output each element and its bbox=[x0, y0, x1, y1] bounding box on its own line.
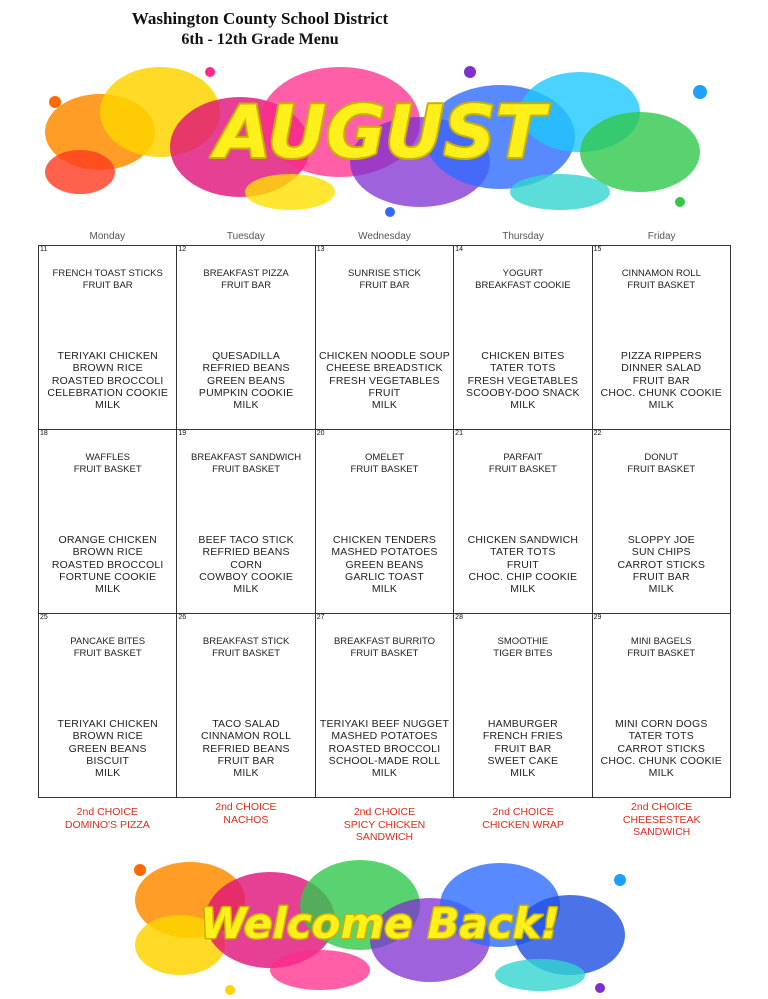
second-choice-wednesday: 2nd CHOICE SPICY CHICKEN SANDWICH bbox=[343, 806, 426, 843]
lunch-items: TERIYAKI CHICKEN BROWN RICE ROASTED BROCCOLI CELEBRATION COOKIE MILK bbox=[47, 350, 169, 412]
breakfast-items: FRENCH TOAST STICKS FRUIT BAR bbox=[52, 268, 163, 291]
lunch-items: HAMBURGER FRENCH FRIES FRUIT BAR SWEET CAKE MILK bbox=[482, 718, 563, 780]
day-number: 13 bbox=[316, 246, 325, 253]
paint-splash-art bbox=[40, 52, 720, 222]
week-row bbox=[39, 430, 731, 614]
breakfast-items: SMOOTHIE TIGER BITES bbox=[493, 636, 553, 659]
day-number: 18 bbox=[40, 430, 48, 437]
breakfast-items: YOGURT BREAKFAST COOKIE bbox=[475, 268, 571, 291]
day-cell bbox=[315, 246, 453, 430]
menu-calendar bbox=[38, 245, 731, 798]
day-number: 26 bbox=[178, 614, 187, 621]
lunch-items: TACO SALAD CINNAMON ROLL REFRIED BEANS FRUIT BAR MILK bbox=[201, 718, 292, 780]
lunch-items: TERIYAKI CHICKEN BROWN RICE GREEN BEANS BISCUIT MILK bbox=[57, 718, 158, 780]
welcome-back-banner bbox=[120, 840, 640, 998]
weekday-label: Tuesday bbox=[226, 231, 265, 242]
breakfast-items: PARFAIT FRUIT BASKET bbox=[488, 452, 557, 475]
breakfast-items: MINI BAGELS FRUIT BASKET bbox=[627, 636, 696, 659]
breakfast-items: WAFFLES FRUIT BASKET bbox=[73, 452, 142, 475]
lunch-items: CHICKEN NOODLE SOUP CHEESE BREADSTICK FRESH VEGETABLES FRUIT MILK bbox=[318, 350, 450, 412]
day-number: 11 bbox=[40, 246, 48, 253]
day-cell bbox=[454, 614, 592, 798]
breakfast-items: BREAKFAST SANDWICH FRUIT BASKET bbox=[191, 452, 302, 475]
breakfast-items: OMELET FRUIT BASKET bbox=[350, 452, 419, 475]
weekday-label: Wednesday bbox=[358, 231, 411, 242]
weekday-label: Thursday bbox=[502, 231, 544, 242]
breakfast-items: CINNAMON ROLL FRUIT BASKET bbox=[621, 268, 701, 291]
menu-header bbox=[0, 8, 520, 50]
day-number: 15 bbox=[593, 246, 602, 253]
day-number: 29 bbox=[593, 614, 602, 621]
lunch-items: QUESADILLA REFRIED BEANS GREEN BEANS PUMPKIN COOKIE MILK bbox=[198, 350, 294, 412]
day-number: 28 bbox=[455, 614, 463, 621]
day-cell bbox=[177, 246, 315, 430]
august-banner bbox=[40, 52, 720, 222]
district-name: Washington County School District bbox=[131, 9, 389, 28]
welcome-back-title: Welcome Back! bbox=[200, 899, 560, 948]
breakfast-items: SUNRISE STICK FRUIT BAR bbox=[348, 268, 421, 291]
lunch-items: ORANGE CHICKEN BROWN RICE ROASTED BROCCOLI FORTUNE COOKIE MILK bbox=[51, 534, 164, 596]
lunch-items: CHICKEN TENDERS MASHED POTATOES GREEN BEANS GARLIC TOAST MILK bbox=[331, 534, 438, 596]
day-cell bbox=[39, 246, 177, 430]
second-choice-tuesday: 2nd CHOICE NACHOS bbox=[215, 801, 277, 826]
lunch-items: BEEF TACO STICK REFRIED BEANS CORN COWBOY COOKIE MILK bbox=[198, 534, 294, 596]
day-cell bbox=[177, 430, 315, 614]
lunch-items: MINI CORN DOGS TATER TOTS CARROT STICKS CHOC. CHUNK COOKIE MILK bbox=[600, 718, 722, 780]
day-number: 21 bbox=[455, 430, 463, 437]
lunch-items: PIZZA RIPPERS DINNER SALAD FRUIT BAR CHOC. CHUNK COOKIE MILK bbox=[600, 350, 722, 412]
day-number: 12 bbox=[178, 246, 187, 253]
day-cell bbox=[592, 614, 730, 798]
second-choice-thursday: 2nd CHOICE CHICKEN WRAP bbox=[482, 806, 564, 831]
week-row bbox=[39, 246, 731, 430]
day-number: 25 bbox=[40, 614, 48, 621]
breakfast-items: DONUT FRUIT BASKET bbox=[627, 452, 696, 475]
lunch-items: CHICKEN SANDWICH TATER TOTS FRUIT CHOC. CHIP COOKIE MILK bbox=[467, 534, 579, 596]
day-cell bbox=[315, 614, 453, 798]
day-cell bbox=[39, 430, 177, 614]
day-cell bbox=[177, 614, 315, 798]
breakfast-items: BREAKFAST STICK FRUIT BASKET bbox=[202, 636, 290, 659]
weekday-label: Friday bbox=[647, 231, 676, 242]
day-number: 27 bbox=[316, 614, 325, 621]
august-title: AUGUST bbox=[215, 90, 545, 174]
week-row bbox=[39, 614, 731, 798]
weekday-label: Monday bbox=[89, 231, 126, 242]
day-cell bbox=[315, 430, 453, 614]
day-number: 20 bbox=[316, 430, 325, 437]
menu-subtitle: 6th - 12th Grade Menu bbox=[181, 31, 339, 48]
day-cell bbox=[454, 246, 592, 430]
second-choice-friday: 2nd CHOICE CHEESESTEAK SANDWICH bbox=[622, 801, 701, 838]
second-choice-row bbox=[38, 801, 731, 844]
day-number: 22 bbox=[593, 430, 602, 437]
lunch-items: TERIYAKI BEEF NUGGET MASHED POTATOES ROASTED BROCCOLI SCHOOL-MADE ROLL MILK bbox=[319, 718, 450, 780]
day-cell bbox=[592, 430, 730, 614]
breakfast-items: PANCAKE BITES FRUIT BASKET bbox=[70, 636, 146, 659]
paint-splash-art bbox=[120, 840, 640, 998]
day-cell bbox=[454, 430, 592, 614]
breakfast-items: BREAKFAST BURRITO FRUIT BASKET bbox=[333, 636, 435, 659]
second-choice-monday: 2nd CHOICE DOMINO'S PIZZA bbox=[64, 806, 150, 831]
weekday-headers bbox=[38, 231, 731, 242]
day-number: 14 bbox=[455, 246, 463, 253]
day-cell bbox=[39, 614, 177, 798]
day-cell bbox=[592, 246, 730, 430]
breakfast-items: BREAKFAST PIZZA FRUIT BAR bbox=[203, 268, 289, 291]
day-number: 19 bbox=[178, 430, 187, 437]
lunch-items: SLOPPY JOE SUN CHIPS CARROT STICKS FRUIT BAR MILK bbox=[617, 534, 706, 596]
lunch-items: CHICKEN BITES TATER TOTS FRESH VEGETABLES SCOOBY-DOO SNACK MILK bbox=[466, 350, 580, 412]
